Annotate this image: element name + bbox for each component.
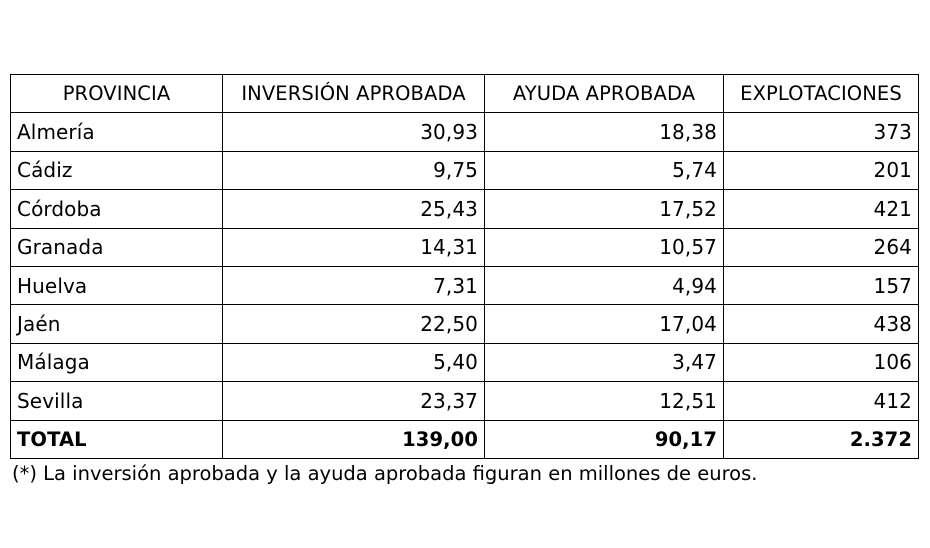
cell-provincia: Huelva	[11, 266, 223, 304]
cell-inversion: 23,37	[223, 382, 485, 420]
table-row	[11, 190, 919, 228]
header-ayuda: AYUDA APROBADA	[485, 75, 724, 113]
total-label: TOTAL	[11, 420, 223, 458]
cell-provincia: Almería	[11, 113, 223, 151]
table-row	[11, 113, 919, 151]
total-row	[11, 420, 919, 458]
cell-ayuda: 10,57	[485, 228, 724, 266]
cell-inversion: 7,31	[223, 266, 485, 304]
table-row	[11, 266, 919, 304]
header-inversion: INVERSIÓN APROBADA	[223, 75, 485, 113]
cell-ayuda: 17,52	[485, 190, 724, 228]
total-ayuda: 90,17	[485, 420, 724, 458]
header-provincia: PROVINCIA	[11, 75, 223, 113]
cell-ayuda: 18,38	[485, 113, 724, 151]
cell-inversion: 22,50	[223, 305, 485, 343]
cell-inversion: 25,43	[223, 190, 485, 228]
cell-provincia: Jaén	[11, 305, 223, 343]
cell-provincia: Málaga	[11, 343, 223, 381]
cell-inversion: 30,93	[223, 113, 485, 151]
investment-table	[10, 74, 919, 459]
cell-inversion: 14,31	[223, 228, 485, 266]
data-table-container	[10, 74, 919, 459]
cell-provincia: Sevilla	[11, 382, 223, 420]
table-row	[11, 151, 919, 189]
cell-provincia: Granada	[11, 228, 223, 266]
table-row	[11, 382, 919, 420]
header-explotaciones: EXPLOTACIONES	[724, 75, 919, 113]
footnote: (*) La inversión aprobada y la ayuda aprobada figuran en millones de euros.	[12, 462, 758, 485]
cell-explotaciones: 264	[724, 228, 919, 266]
cell-ayuda: 5,74	[485, 151, 724, 189]
cell-ayuda: 17,04	[485, 305, 724, 343]
cell-explotaciones: 438	[724, 305, 919, 343]
cell-explotaciones: 106	[724, 343, 919, 381]
cell-explotaciones: 412	[724, 382, 919, 420]
table-row	[11, 228, 919, 266]
cell-explotaciones: 421	[724, 190, 919, 228]
cell-ayuda: 12,51	[485, 382, 724, 420]
table-row	[11, 343, 919, 381]
cell-provincia: Cádiz	[11, 151, 223, 189]
cell-explotaciones: 201	[724, 151, 919, 189]
total-explotaciones: 2.372	[724, 420, 919, 458]
table-row	[11, 305, 919, 343]
cell-explotaciones: 373	[724, 113, 919, 151]
cell-inversion: 5,40	[223, 343, 485, 381]
header-row	[11, 75, 919, 113]
cell-ayuda: 4,94	[485, 266, 724, 304]
cell-inversion: 9,75	[223, 151, 485, 189]
cell-explotaciones: 157	[724, 266, 919, 304]
cell-provincia: Córdoba	[11, 190, 223, 228]
cell-ayuda: 3,47	[485, 343, 724, 381]
total-inversion: 139,00	[223, 420, 485, 458]
